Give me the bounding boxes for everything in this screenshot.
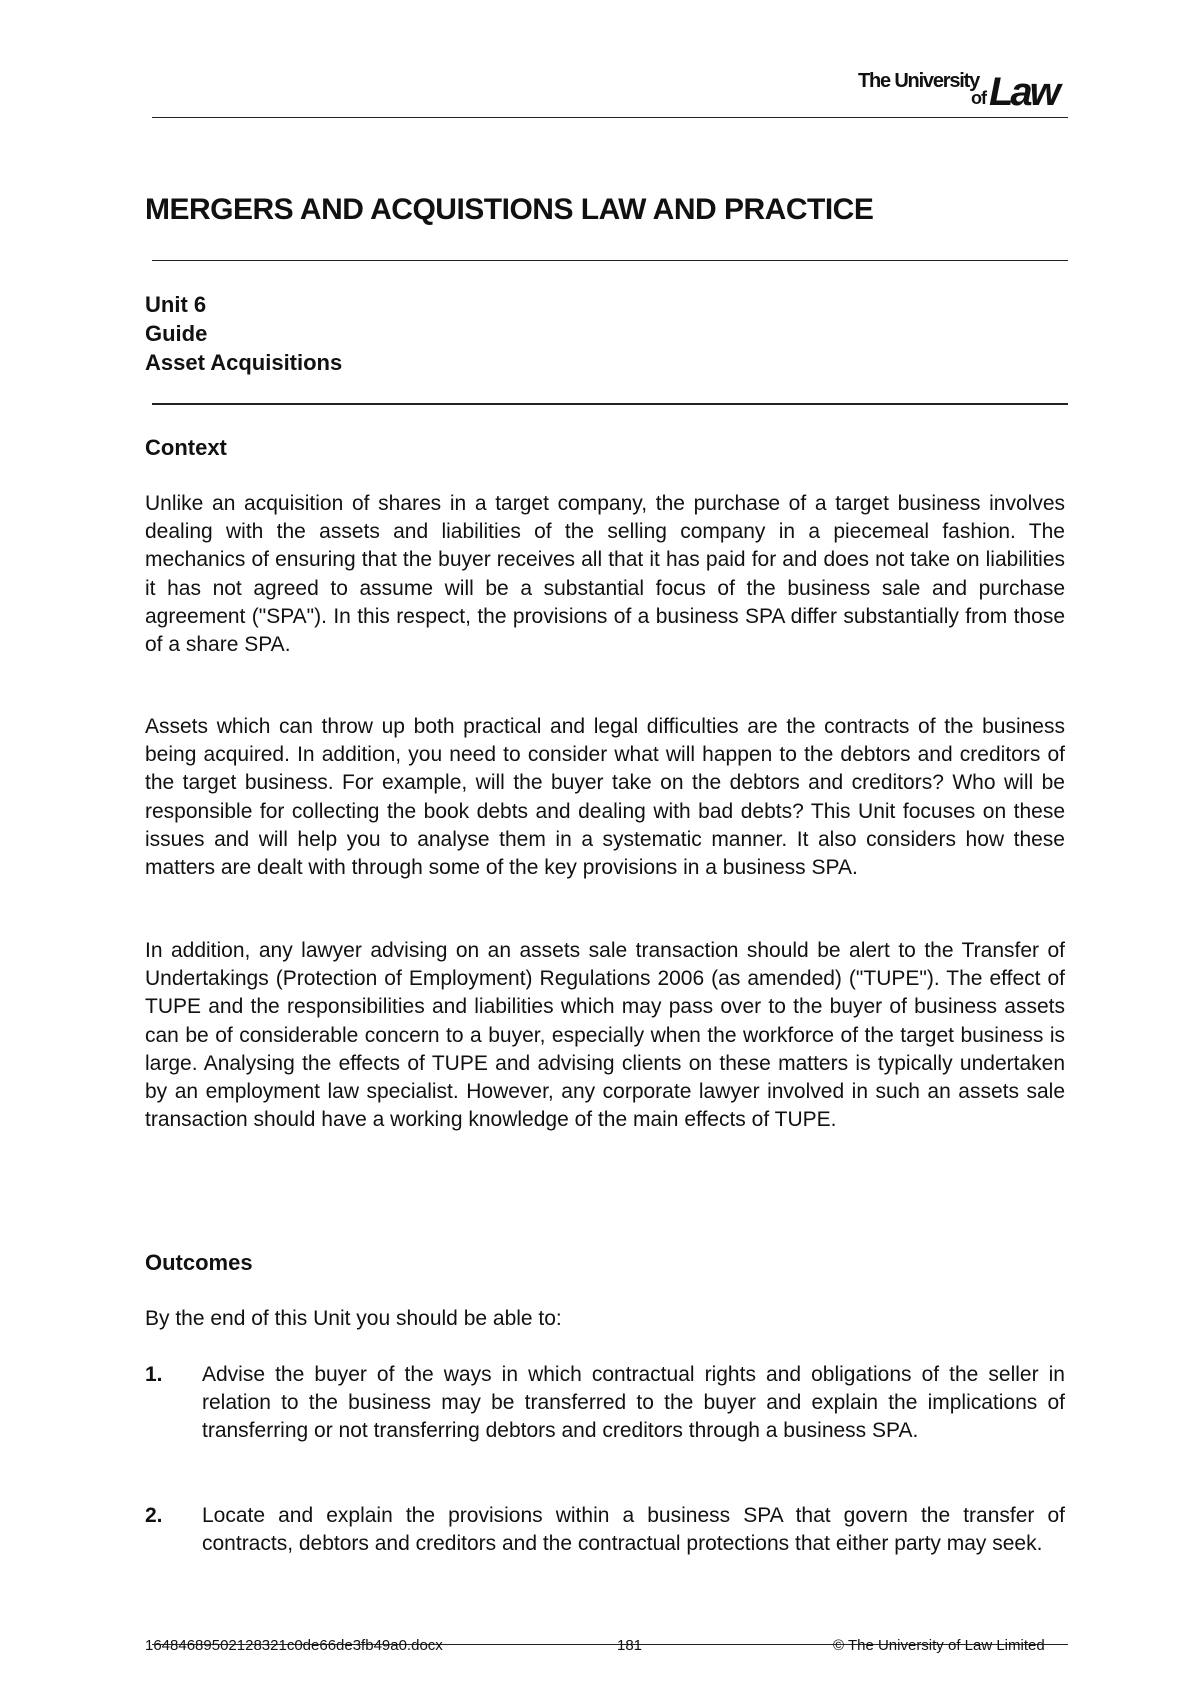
unit-topic: Asset Acquisitions (145, 350, 343, 375)
outcomes-intro: By the end of this Unit you should be able to: (145, 1307, 562, 1330)
context-heading: Context (145, 435, 227, 460)
footer-copyright: © The University of Law Limited (833, 1637, 1045, 1654)
context-paragraph-3: In addition, any lawyer advising on an assets sale transaction should be alert to the Transfer of Undertakings (Protection of Employment) Regulations 2006 (as amended) ("TUPE"). The effect of TUPE and the responsibilities and liabilities which may pass over to the buyer of business assets can be of considerable concern to a buyer, especially when the workforce of the target business is large. Analysing the effects of TUPE and advising clients on these matters is typically undertaken by an employment law specialist. However, any corporate lawyer involved in such an assets sale transaction should have a working knowledge of the main effects of TUPE. (145, 939, 1065, 1132)
outcome-text: Advise the buyer of the ways in which contractual rights and obligations of the seller in relation to the business may be transferred to the buyer and explain the implications of transferring or not transferring debtors and creditors through a business SPA. (202, 1363, 1065, 1443)
outcome-item (145, 1361, 1065, 1477)
logo-line-2: of (971, 88, 986, 108)
footer-page-number: 181 (617, 1637, 643, 1654)
unit-type: Guide (145, 321, 208, 346)
unit-info (145, 290, 342, 377)
unit-rule (152, 403, 1068, 405)
university-of-law-logo (858, 66, 1068, 114)
context-paragraph-1: Unlike an acquisition of shares in a target company, the purchase of a target business involves dealing with the assets and liabilities of the selling company in a piecemeal fashion. The mechanics of ensuring that the buyer receives all that it has paid for and does not take on liabilities it has not agreed to assume will be a substantial focus of the business sale and purchase agreement ("SPA"). In this respect, the provisions of a business SPA differ substantially from those of a share SPA. (145, 492, 1065, 657)
outcome-number: 1. (145, 1363, 163, 1386)
logo-line-3: Law (989, 70, 1058, 114)
document-title: MERGERS AND ACQUISTIONS LAW AND PRACTICE (145, 193, 874, 226)
outcome-number: 2. (145, 1504, 163, 1527)
footer-filename: 16484689502128321c0de66de3fb49a0.docx (145, 1637, 443, 1654)
logo-line-1: The University (858, 70, 980, 92)
title-rule (152, 260, 1068, 261)
outcomes-heading: Outcomes (145, 1250, 253, 1275)
unit-number: Unit 6 (145, 292, 207, 317)
context-paragraph-2: Assets which can throw up both practical and legal difficulties are the contracts of the business being acquired. In addition, you need to consider what will happen to the debtors and creditors of the target business. For example, will the buyer take on the debtors and creditors? Who will be responsible for collecting the book debts and dealing with bad debts? This Unit focuses on these issues and will help you to analyse them in a systematic manner. It also considers how these matters are dealt with through some of the key provisions in a business SPA. (145, 715, 1065, 880)
header-rule (152, 117, 1068, 118)
outcome-text: Locate and explain the provisions within a business SPA that govern the transfer of contracts, debtors and creditors and the contractual protections that either party may seek. (202, 1504, 1065, 1556)
outcome-item (145, 1502, 1065, 1592)
